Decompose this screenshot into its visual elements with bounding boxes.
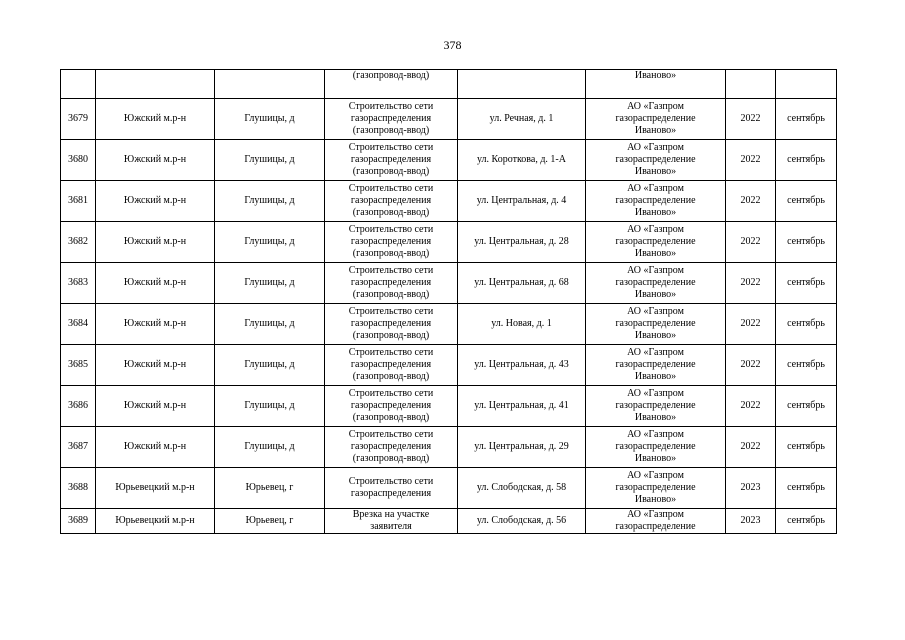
org-line: газораспределение bbox=[615, 482, 696, 493]
cell-work bbox=[325, 386, 458, 427]
org-line: Иваново» bbox=[634, 289, 677, 300]
org-line: Иваново» bbox=[634, 125, 677, 136]
cell-num: 3687 bbox=[61, 427, 96, 468]
cell-address: ул. Речная, д. 1 bbox=[458, 99, 586, 140]
cell-year: 2022 bbox=[726, 181, 776, 222]
cell-address: ул. Короткова, д. 1-А bbox=[458, 140, 586, 181]
work-line: газораспределения bbox=[350, 400, 432, 411]
work-line: (газопровод-ввод) bbox=[352, 453, 430, 464]
org-line: АО «Газпром bbox=[627, 347, 684, 358]
cell-work bbox=[325, 468, 458, 509]
cell-org bbox=[586, 181, 726, 222]
cell-work bbox=[325, 70, 458, 99]
work-line: газораспределения bbox=[350, 195, 432, 206]
work-line: газораспределения bbox=[350, 277, 432, 288]
cell-month: сентябрь bbox=[776, 468, 837, 509]
cell-address: ул. Новая, д. 1 bbox=[458, 304, 586, 345]
cell-year: 2022 bbox=[726, 345, 776, 386]
work-line: Строительство сети bbox=[348, 142, 434, 153]
cell-year: 2022 bbox=[726, 140, 776, 181]
org-line: АО «Газпром bbox=[627, 101, 684, 112]
cell-work bbox=[325, 304, 458, 345]
cell-org bbox=[586, 468, 726, 509]
cell-settlement: Глушицы, д bbox=[215, 222, 325, 263]
org-line: газораспределение bbox=[615, 113, 696, 124]
work-line: Врезка на участке bbox=[352, 509, 430, 520]
cell-org bbox=[586, 509, 726, 534]
work-line: (газопровод-ввод) bbox=[352, 330, 430, 341]
cell-org bbox=[586, 222, 726, 263]
org-line: АО «Газпром bbox=[627, 224, 684, 235]
cell-year: 2022 bbox=[726, 386, 776, 427]
org-line: газораспределение bbox=[615, 441, 696, 452]
table-row bbox=[61, 181, 837, 222]
cell-month: сентябрь bbox=[776, 181, 837, 222]
cell-month: сентябрь bbox=[776, 345, 837, 386]
work-line: Строительство сети bbox=[348, 306, 434, 317]
cell-num: 3679 bbox=[61, 99, 96, 140]
cell-year: 2022 bbox=[726, 304, 776, 345]
work-line: Строительство сети bbox=[348, 224, 434, 235]
cell-work bbox=[325, 181, 458, 222]
cell-district bbox=[96, 70, 215, 99]
cell-num: 3680 bbox=[61, 140, 96, 181]
org-line: АО «Газпром bbox=[627, 142, 684, 153]
cell-district: Юрьевецкий м.р-н bbox=[96, 468, 215, 509]
work-line: газораспределения bbox=[350, 113, 432, 124]
work-line: газораспределения bbox=[350, 154, 432, 165]
work-line: (газопровод-ввод) bbox=[352, 125, 430, 136]
cell-district: Южский м.р-н bbox=[96, 222, 215, 263]
cell-month: сентябрь bbox=[776, 263, 837, 304]
cell-address bbox=[458, 70, 586, 99]
cell-settlement: Глушицы, д bbox=[215, 181, 325, 222]
work-line: (газопровод-ввод) bbox=[352, 412, 430, 423]
table-row-continued bbox=[61, 70, 837, 99]
org-line: Иваново» bbox=[634, 453, 677, 464]
work-line: (газопровод-ввод) bbox=[352, 70, 430, 81]
cell-month: сентябрь bbox=[776, 222, 837, 263]
cell-work bbox=[325, 99, 458, 140]
cell-num: 3684 bbox=[61, 304, 96, 345]
org-line: АО «Газпром bbox=[627, 183, 684, 194]
cell-month bbox=[776, 70, 837, 99]
org-line: АО «Газпром bbox=[627, 470, 684, 481]
cell-num: 3688 bbox=[61, 468, 96, 509]
data-table bbox=[60, 69, 837, 534]
org-line: газораспределение bbox=[615, 154, 696, 165]
work-line: Строительство сети bbox=[348, 429, 434, 440]
org-line: АО «Газпром bbox=[627, 265, 684, 276]
work-line: (газопровод-ввод) bbox=[352, 166, 430, 177]
cell-work bbox=[325, 509, 458, 534]
cell-district: Южский м.р-н bbox=[96, 263, 215, 304]
cell-num bbox=[61, 70, 96, 99]
cell-month: сентябрь bbox=[776, 99, 837, 140]
cell-settlement: Юрьевец, г bbox=[215, 468, 325, 509]
cell-org bbox=[586, 427, 726, 468]
cell-num: 3686 bbox=[61, 386, 96, 427]
table-row bbox=[61, 140, 837, 181]
cell-address: ул. Центральная, д. 29 bbox=[458, 427, 586, 468]
org-line: газораспределение bbox=[615, 236, 696, 247]
org-line: Иваново» bbox=[634, 494, 677, 505]
cell-num: 3681 bbox=[61, 181, 96, 222]
cell-address: ул. Центральная, д. 28 bbox=[458, 222, 586, 263]
cell-num: 3682 bbox=[61, 222, 96, 263]
cell-work bbox=[325, 222, 458, 263]
cell-district: Южский м.р-н bbox=[96, 140, 215, 181]
org-line: Иваново» bbox=[634, 166, 677, 177]
work-line: газораспределения bbox=[350, 488, 432, 499]
cell-year: 2023 bbox=[726, 468, 776, 509]
cell-address: ул. Слободская, д. 56 bbox=[458, 509, 586, 534]
work-line: Строительство сети bbox=[348, 101, 434, 112]
work-line: Строительство сети bbox=[348, 476, 434, 487]
cell-year: 2023 bbox=[726, 509, 776, 534]
cell-num: 3685 bbox=[61, 345, 96, 386]
cell-num: 3689 bbox=[61, 509, 96, 534]
cell-settlement: Глушицы, д bbox=[215, 304, 325, 345]
table-row bbox=[61, 304, 837, 345]
cell-district: Южский м.р-н bbox=[96, 304, 215, 345]
org-line: Иваново» bbox=[634, 412, 677, 423]
cell-org bbox=[586, 304, 726, 345]
cell-settlement: Глушицы, д bbox=[215, 386, 325, 427]
table-row bbox=[61, 468, 837, 509]
org-line: Иваново» bbox=[634, 330, 677, 341]
cell-month: сентябрь bbox=[776, 140, 837, 181]
table-row bbox=[61, 386, 837, 427]
cell-work bbox=[325, 140, 458, 181]
cell-org bbox=[586, 99, 726, 140]
org-line: газораспределение bbox=[615, 400, 696, 411]
table-row bbox=[61, 345, 837, 386]
cell-num: 3683 bbox=[61, 263, 96, 304]
org-line: газораспределение bbox=[615, 318, 696, 329]
cell-work bbox=[325, 263, 458, 304]
work-line: заявителя bbox=[370, 521, 412, 532]
org-line: АО «Газпром bbox=[627, 509, 684, 520]
table-row bbox=[61, 509, 837, 534]
cell-settlement bbox=[215, 70, 325, 99]
cell-org bbox=[586, 140, 726, 181]
cell-org bbox=[586, 386, 726, 427]
cell-settlement: Глушицы, д bbox=[215, 99, 325, 140]
work-line: Строительство сети bbox=[348, 265, 434, 276]
org-line: газораспределение bbox=[615, 521, 696, 532]
cell-settlement: Глушицы, д bbox=[215, 427, 325, 468]
cell-work bbox=[325, 345, 458, 386]
org-line: АО «Газпром bbox=[627, 388, 684, 399]
cell-month: сентябрь bbox=[776, 304, 837, 345]
page-number: 378 bbox=[443, 38, 462, 52]
cell-year: 2022 bbox=[726, 222, 776, 263]
work-line: газораспределения bbox=[350, 359, 432, 370]
cell-settlement: Юрьевец, г bbox=[215, 509, 325, 534]
work-line: Строительство сети bbox=[348, 347, 434, 358]
org-line: газораспределение bbox=[615, 277, 696, 288]
work-line: (газопровод-ввод) bbox=[352, 289, 430, 300]
cell-district: Южский м.р-н bbox=[96, 181, 215, 222]
cell-district: Южский м.р-н bbox=[96, 427, 215, 468]
table-row bbox=[61, 263, 837, 304]
cell-district: Южский м.р-н bbox=[96, 345, 215, 386]
work-line: Строительство сети bbox=[348, 183, 434, 194]
table-row bbox=[61, 99, 837, 140]
cell-year: 2022 bbox=[726, 427, 776, 468]
cell-month: сентябрь bbox=[776, 386, 837, 427]
org-line: Иваново» bbox=[634, 248, 677, 259]
cell-address: ул. Центральная, д. 68 bbox=[458, 263, 586, 304]
org-line: газораспределение bbox=[615, 195, 696, 206]
cell-month: сентябрь bbox=[776, 509, 837, 534]
cell-month: сентябрь bbox=[776, 427, 837, 468]
work-line: (газопровод-ввод) bbox=[352, 371, 430, 382]
org-line: Иваново» bbox=[634, 207, 677, 218]
cell-address: ул. Центральная, д. 43 bbox=[458, 345, 586, 386]
cell-year bbox=[726, 70, 776, 99]
org-line: Иваново» bbox=[634, 70, 677, 81]
work-line: газораспределения bbox=[350, 236, 432, 247]
cell-address: ул. Слободская, д. 58 bbox=[458, 468, 586, 509]
cell-district: Южский м.р-н bbox=[96, 99, 215, 140]
cell-address: ул. Центральная, д. 4 bbox=[458, 181, 586, 222]
cell-year: 2022 bbox=[726, 263, 776, 304]
table-row bbox=[61, 427, 837, 468]
table-row bbox=[61, 222, 837, 263]
cell-org bbox=[586, 263, 726, 304]
work-line: (газопровод-ввод) bbox=[352, 207, 430, 218]
org-line: АО «Газпром bbox=[627, 429, 684, 440]
cell-address: ул. Центральная, д. 41 bbox=[458, 386, 586, 427]
cell-work bbox=[325, 427, 458, 468]
work-line: (газопровод-ввод) bbox=[352, 248, 430, 259]
cell-district: Южский м.р-н bbox=[96, 386, 215, 427]
org-line: Иваново» bbox=[634, 371, 677, 382]
cell-year: 2022 bbox=[726, 99, 776, 140]
work-line: Строительство сети bbox=[348, 388, 434, 399]
work-line: газораспределения bbox=[350, 441, 432, 452]
cell-district: Юрьевецкий м.р-н bbox=[96, 509, 215, 534]
cell-settlement: Глушицы, д bbox=[215, 345, 325, 386]
cell-org bbox=[586, 345, 726, 386]
cell-settlement: Глушицы, д bbox=[215, 263, 325, 304]
org-line: газораспределение bbox=[615, 359, 696, 370]
org-line: АО «Газпром bbox=[627, 306, 684, 317]
work-line: газораспределения bbox=[350, 318, 432, 329]
cell-org bbox=[586, 70, 726, 99]
cell-settlement: Глушицы, д bbox=[215, 140, 325, 181]
